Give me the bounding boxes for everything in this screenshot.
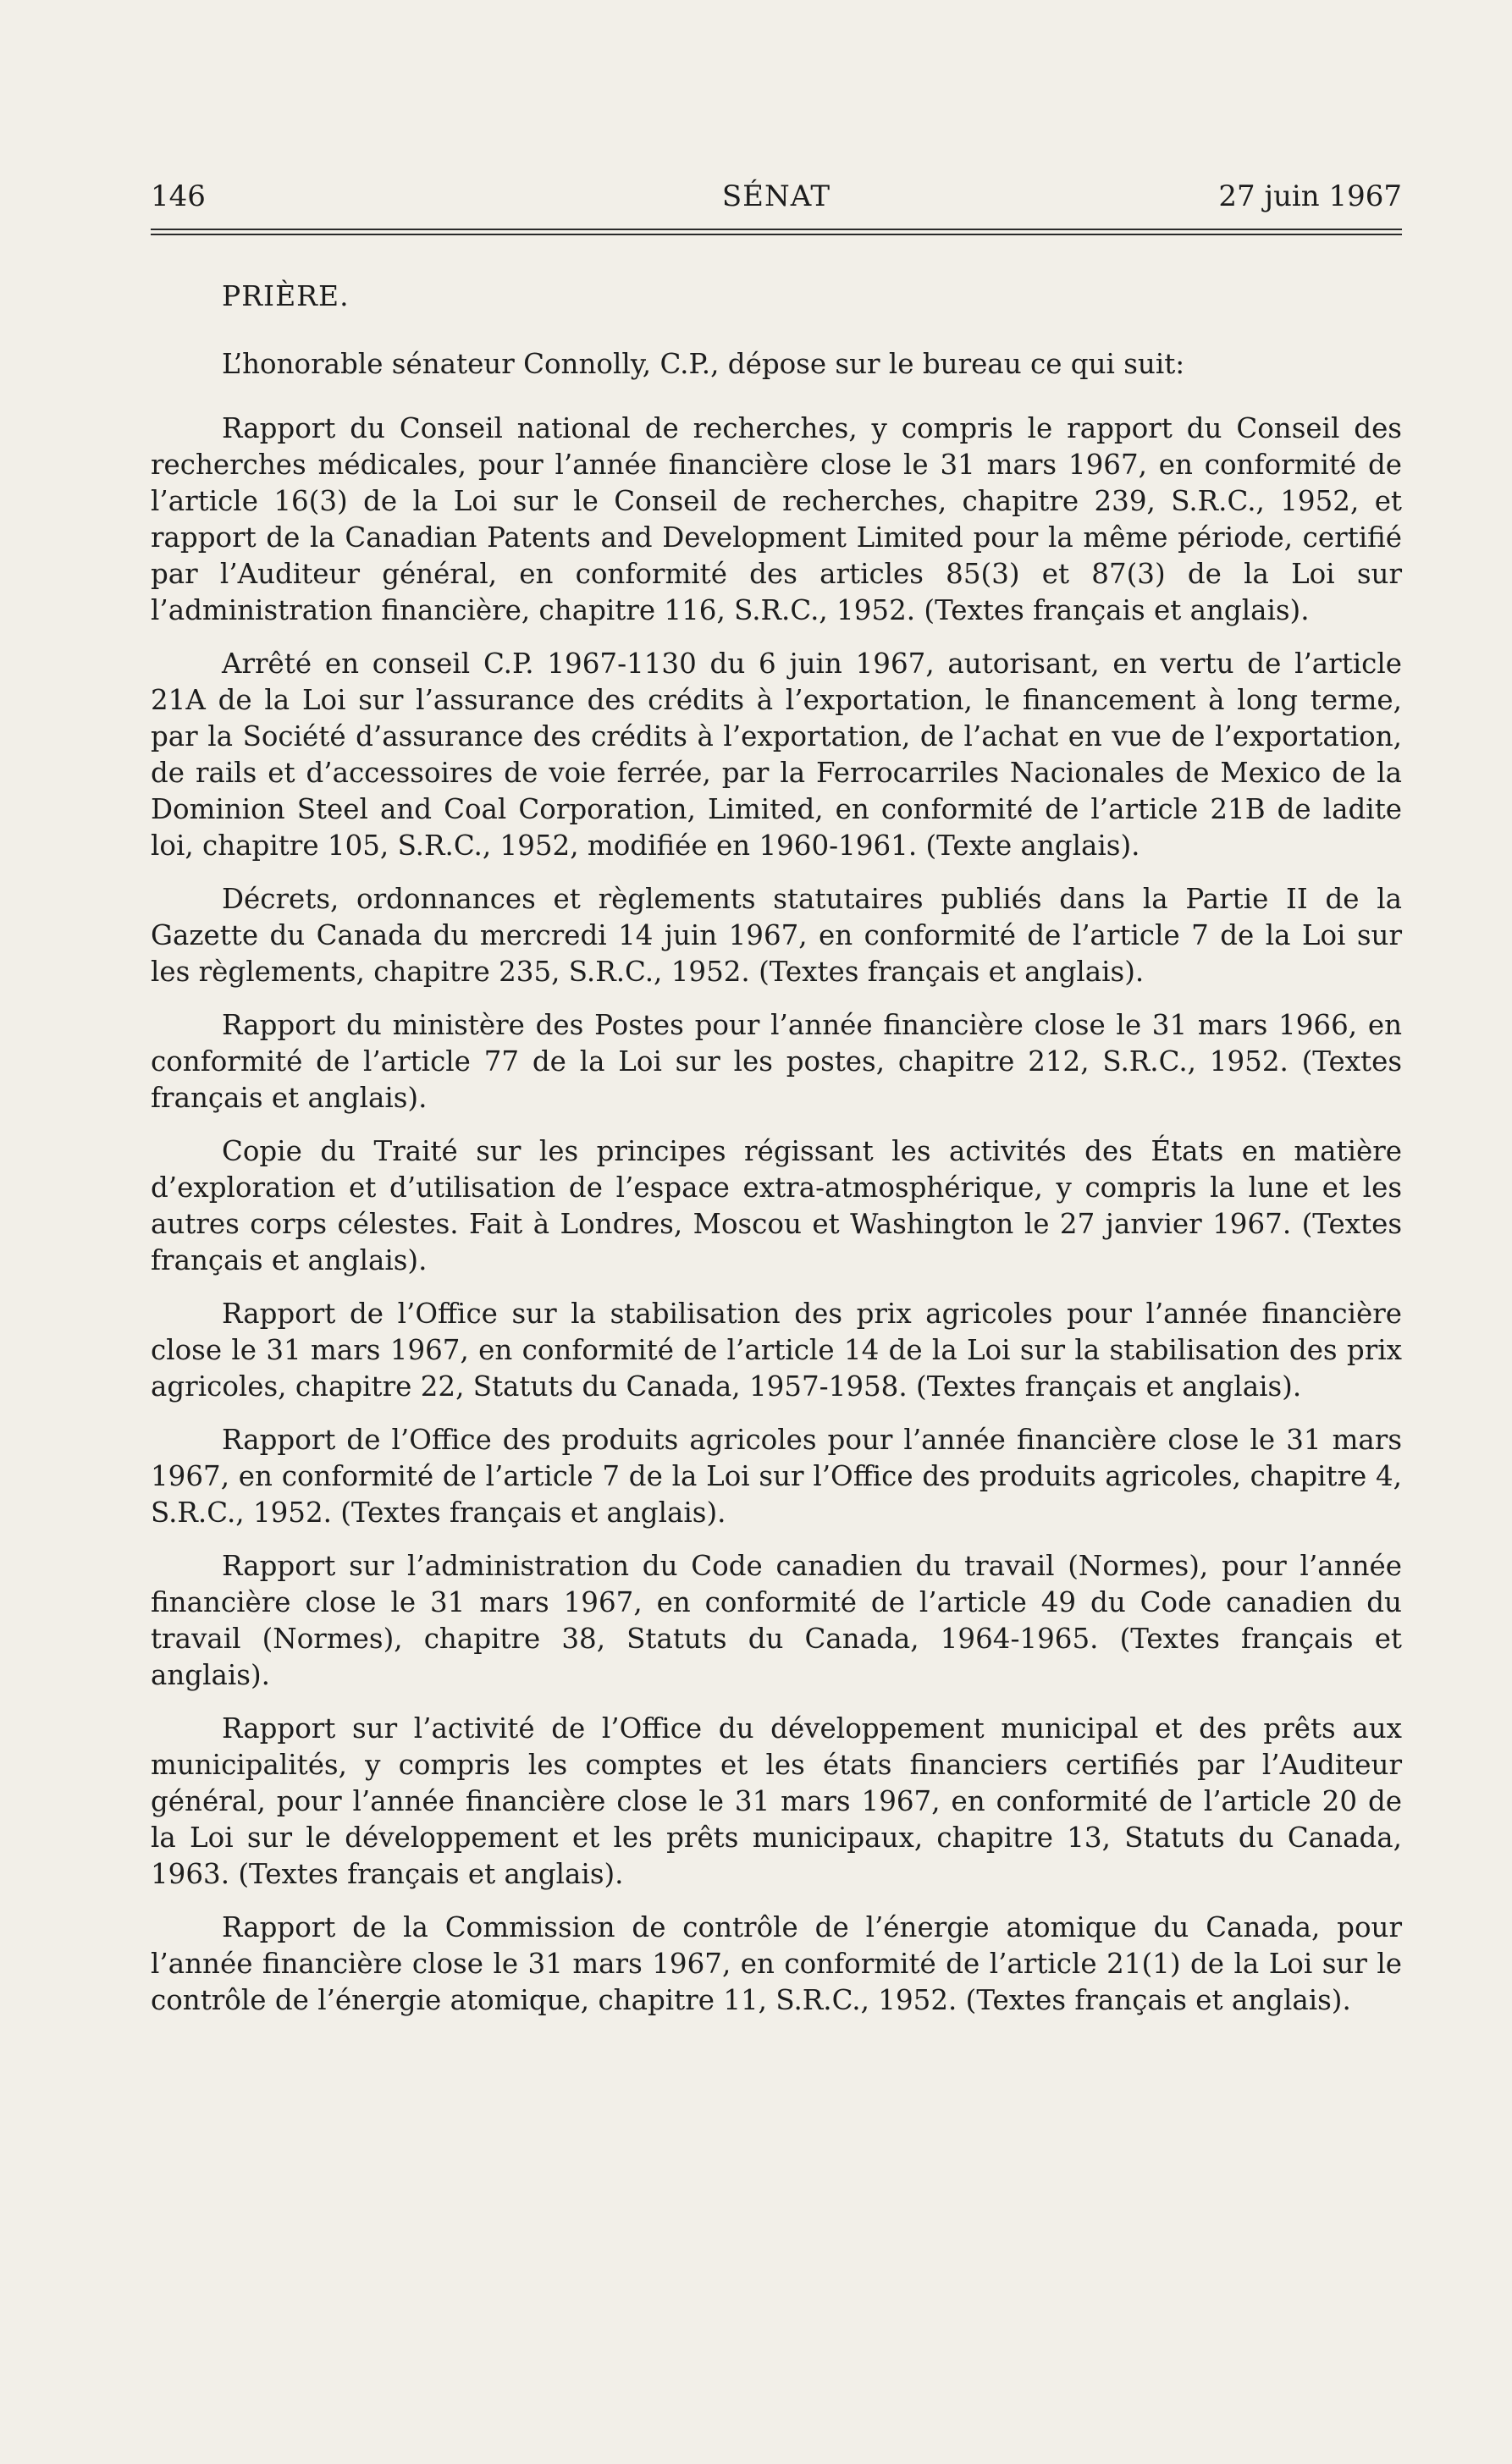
tabled-documents-list — [151, 411, 1402, 2019]
page-date: 27 juin 1967 — [1218, 179, 1402, 213]
document-entry: Rapport de l’Office des produits agricoles pour l’année financière close le 31 mars 1967, en conformité de l’article 7 de la Loi sur l’Office des produits agricoles, chapitre 4, S.R.C., 1952. (Textes français et anglais). — [151, 1423, 1402, 1529]
document-entry: Rapport du Conseil national de recherches, y compris le rapport du Conseil des recherches médicales, pour l’année financière close le 31 mars 1967, en conformité de l’article 16(3) de la Loi sur le Conseil de recherches, chapitre 239, S.R.C., 1952, et rapport de la Canadian Patents and Development Limited pour la même période, certifié par l’Auditeur général, en conformité des articles 85(3) et 87(3) de la Loi sur l’administration financière, chapitre 116, S.R.C., 1952. (Textes français et anglais). — [151, 411, 1402, 626]
document-entry: Copie du Traité sur les principes régissant les activités des États en matière d’exploration et d’utilisation de l’espace extra-atmosphérique, y compris la lune et les autres corps célestes. Fait à Londres, Moscou et Washington le 27 janvier 1967. (Textes français et anglais). — [151, 1134, 1402, 1276]
page-title: SÉNAT — [721, 179, 831, 213]
intro-paragraph: L’honorable sénateur Connolly, C.P., dépose sur le bureau ce qui suit: — [222, 348, 1185, 380]
document-entry: Rapport sur l’administration du Code canadien du travail (Normes), pour l’année financière close le 31 mars 1967, en conformité de l’article 49 du Code canadien du travail (Normes), chapitre 38, Statuts du Canada, 1964-1965. (Textes français et anglais). — [151, 1549, 1402, 1691]
document-entry: Arrêté en conseil C.P. 1967-1130 du 6 juin 1967, autorisant, en vertu de l’article 21A de la Loi sur l’assurance des crédits à l’exportation, le financement à long terme, par la Société d’assurance des crédits à l’exportation, de l’achat en vue de l’exportation, de rails et d’accessoires de voie ferrée, par la Ferrocarriles Nacionales de Mexico de la Dominion Steel and Coal Corporation, Limited, en conformité de l’article 21B de ladite loi, chapitre 105, S.R.C., 1952, modifiée en 1960-1961. (Texte anglais). — [151, 647, 1402, 862]
page-header — [151, 161, 1402, 212]
document-entry: Rapport du ministère des Postes pour l’année financière close le 31 mars 1966, en conformité de l’article 77 de la Loi sur les postes, chapitre 212, S.R.C., 1952. (Textes français et anglais). — [151, 1008, 1402, 1114]
document-entry: Décrets, ordonnances et règlements statutaires publiés dans la Partie II de la Gazette du Canada du mercredi 14 juin 1967, en conformité de l’article 7 de la Loi sur les règlements, chapitre 235, S.R.C., 1952. (Textes français et anglais). — [151, 882, 1402, 988]
header-double-rule — [151, 229, 1402, 235]
page-number: 146 — [151, 179, 206, 213]
document-entry: Rapport sur l’activité de l’Office du développement municipal et des prêts aux municipalités, y compris les comptes et les états financiers certifiés par l’Auditeur général, pour l’année financière close le 31 mars 1967, en conformité de l’article 20 de la Loi sur le développement et les prêts municipaux, chapitre 13, Statuts du Canada, 1963. (Textes français et anglais). — [151, 1712, 1402, 1890]
document-page — [151, 161, 1402, 2036]
document-entry: Rapport de l’Office sur la stabilisation des prix agricoles pour l’année financière close le 31 mars 1967, en conformité de l’article 14 de la Loi sur la stabilisation des prix agricoles, chapitre 22, Statuts du Canada, 1957-1958. (Textes français et anglais). — [151, 1297, 1402, 1403]
document-entry: Rapport de la Commission de contrôle de l’énergie atomique du Canada, pour l’année financière close le 31 mars 1967, en conformité de l’article 21(1) de la Loi sur le contrôle de l’énergie atomique, chapitre 11, S.R.C., 1952. (Textes français et anglais). — [151, 1910, 1402, 2016]
section-title: PRIÈRE. — [222, 279, 350, 312]
